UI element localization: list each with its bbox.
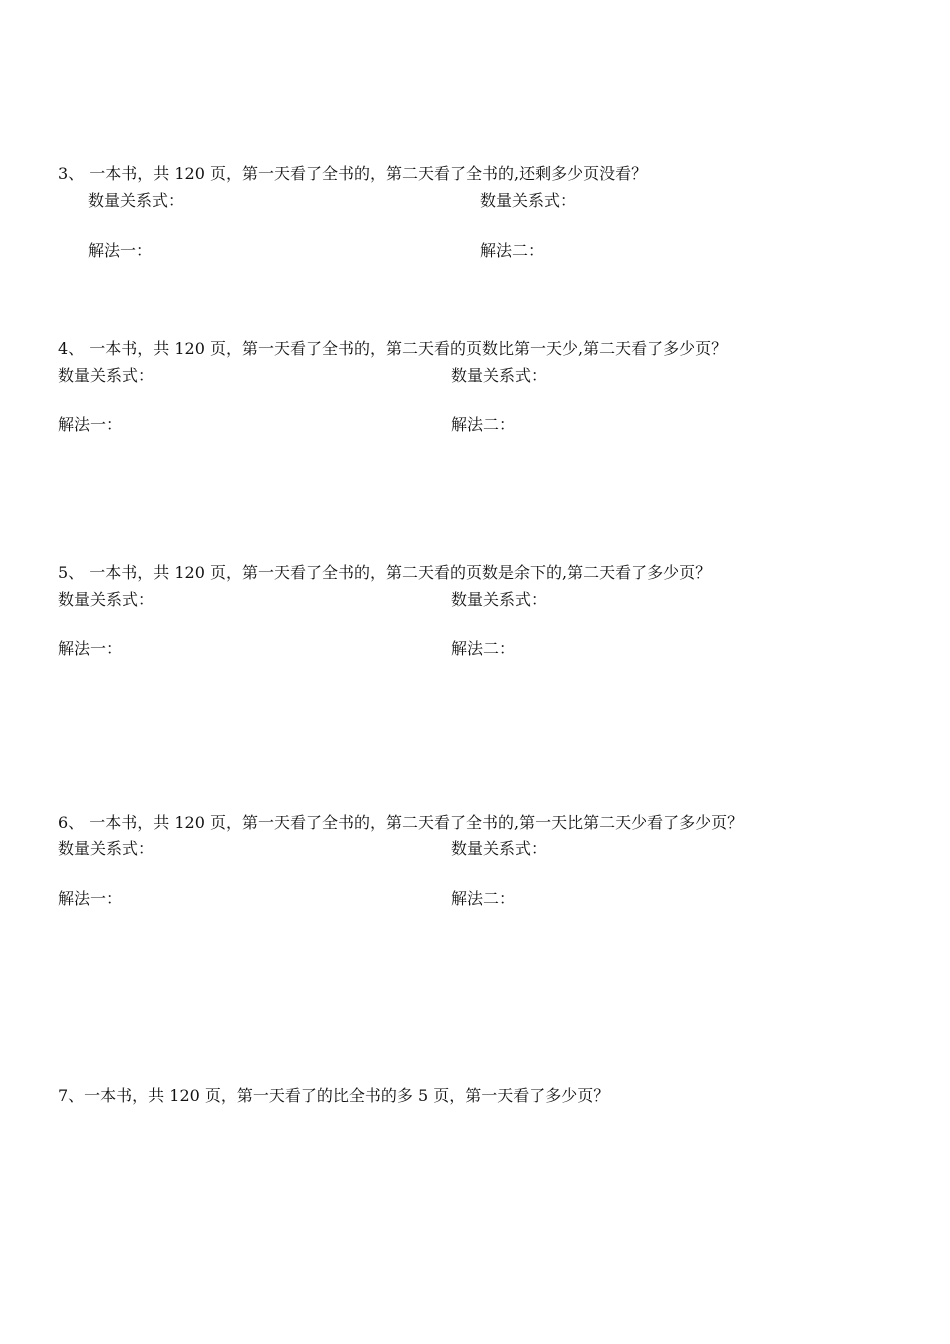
problem-3-relation-right: 数量关系式：: [480, 191, 577, 210]
problem-6-relation-right: 数量关系式：: [451, 839, 548, 858]
problem-4-relation-right: 数量关系式：: [451, 366, 548, 385]
problem-3-question: 3、 一本书，共 120 页，第一天看了全书的，第二天看了全书的,还剩多少页没看？: [58, 164, 648, 183]
problem-6-solution-left: 解法一：: [58, 889, 123, 908]
problem-4-relation-left: 数量关系式：: [58, 366, 155, 385]
problem-5-relation-left: 数量关系式：: [58, 590, 155, 609]
problem-3-solution-right: 解法二：: [480, 241, 545, 260]
problem-5-relation-right: 数量关系式：: [451, 590, 548, 609]
problem-3-relation-left: 数量关系式：: [88, 191, 185, 210]
problem-5-solution-left: 解法一：: [58, 639, 123, 658]
problem-6-relation-left: 数量关系式：: [58, 839, 155, 858]
problem-7-question: 7、一本书，共 120 页，第一天看了的比全书的多 5 页，第一天看了多少页？: [58, 1086, 610, 1105]
problem-6-solution-right: 解法二：: [451, 889, 516, 908]
problem-6-question: 6、 一本书，共 120 页，第一天看了全书的，第二天看了全书的,第一天比第二天少看了多少页？: [58, 813, 744, 832]
problem-4-question: 4、 一本书，共 120 页，第一天看了全书的，第二天看的页数比第一天少,第二天看了多少页？: [58, 339, 728, 358]
problem-5-question: 5、 一本书，共 120 页，第一天看了全书的，第二天看的页数是余下的,第二天看了多少页？: [58, 563, 712, 582]
problem-3-solution-left: 解法一：: [88, 241, 153, 260]
problem-4-solution-left: 解法一：: [58, 415, 123, 434]
problem-5-solution-right: 解法二：: [451, 639, 516, 658]
problem-4-solution-right: 解法二：: [451, 415, 516, 434]
